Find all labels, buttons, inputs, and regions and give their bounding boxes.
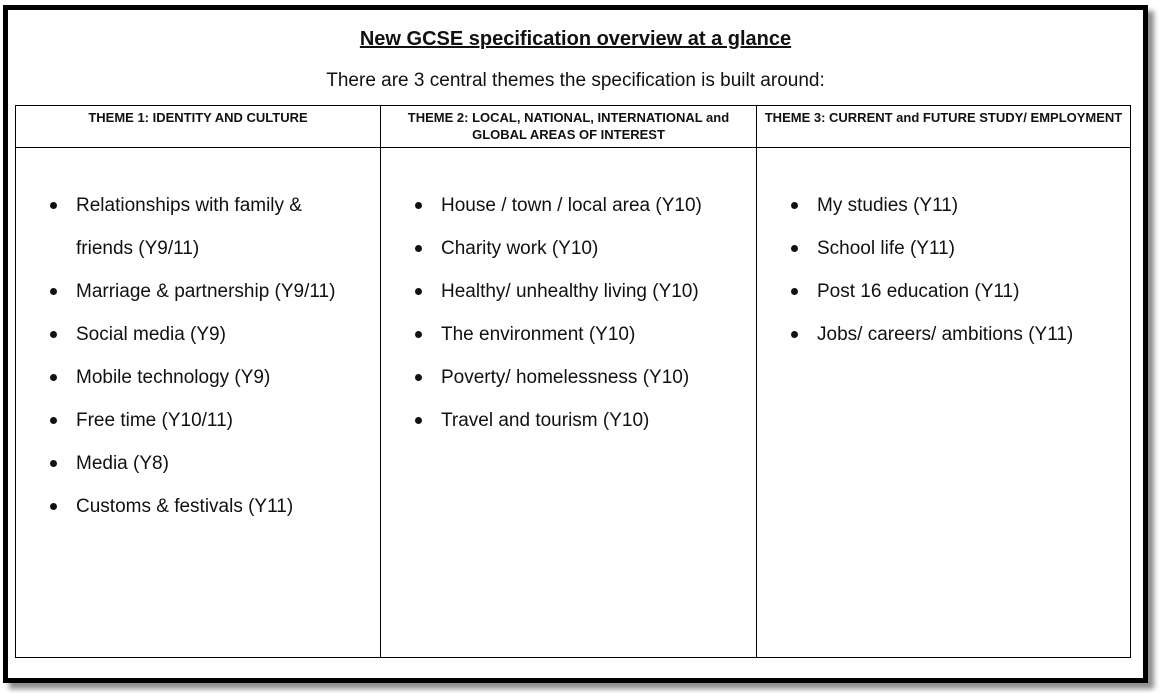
list-item: Media (Y8) xyxy=(48,442,380,485)
list-item: House / town / local area (Y10) xyxy=(413,184,756,227)
list-item: Healthy/ unhealthy living (Y10) xyxy=(413,270,756,313)
theme-2-header: THEME 2: LOCAL, NATIONAL, INTERNATIONAL and GLOBAL AREAS OF INTEREST xyxy=(381,106,757,148)
themes-table xyxy=(15,105,1131,658)
list-item: Relationships with family & friends (Y9/11) xyxy=(48,184,380,270)
theme-3-cell xyxy=(757,148,1131,658)
list-item: Post 16 education (Y11) xyxy=(789,270,1130,313)
list-item: Customs & festivals (Y11) xyxy=(48,485,380,528)
theme-1-header: THEME 1: IDENTITY AND CULTURE xyxy=(16,106,381,148)
list-item: Travel and tourism (Y10) xyxy=(413,399,756,442)
theme-2-topic-list xyxy=(381,184,756,442)
list-item: Jobs/ careers/ ambitions (Y11) xyxy=(789,313,1130,356)
list-item: Free time (Y10/11) xyxy=(48,399,380,442)
list-item: My studies (Y11) xyxy=(789,184,1130,227)
list-item: Charity work (Y10) xyxy=(413,227,756,270)
theme-3-header: THEME 3: CURRENT and FUTURE STUDY/ EMPLOYMENT xyxy=(757,106,1131,148)
list-item: Social media (Y9) xyxy=(48,313,380,356)
document-frame xyxy=(3,5,1148,683)
list-item: Poverty/ homelessness (Y10) xyxy=(413,356,756,399)
list-item: The environment (Y10) xyxy=(413,313,756,356)
list-item: Mobile technology (Y9) xyxy=(48,356,380,399)
page-title: New GCSE specification overview at a glance xyxy=(359,28,792,50)
theme-1-topic-list xyxy=(16,184,380,528)
themes-header-row xyxy=(16,106,1131,148)
list-item: Marriage & partnership (Y9/11) xyxy=(48,270,380,313)
themes-body-row xyxy=(16,148,1131,658)
theme-2-cell xyxy=(381,148,757,658)
list-item: School life (Y11) xyxy=(789,227,1130,270)
theme-3-topic-list xyxy=(757,184,1130,356)
theme-1-cell xyxy=(16,148,381,658)
page-subtitle: There are 3 central themes the specification is built around: xyxy=(326,70,825,91)
